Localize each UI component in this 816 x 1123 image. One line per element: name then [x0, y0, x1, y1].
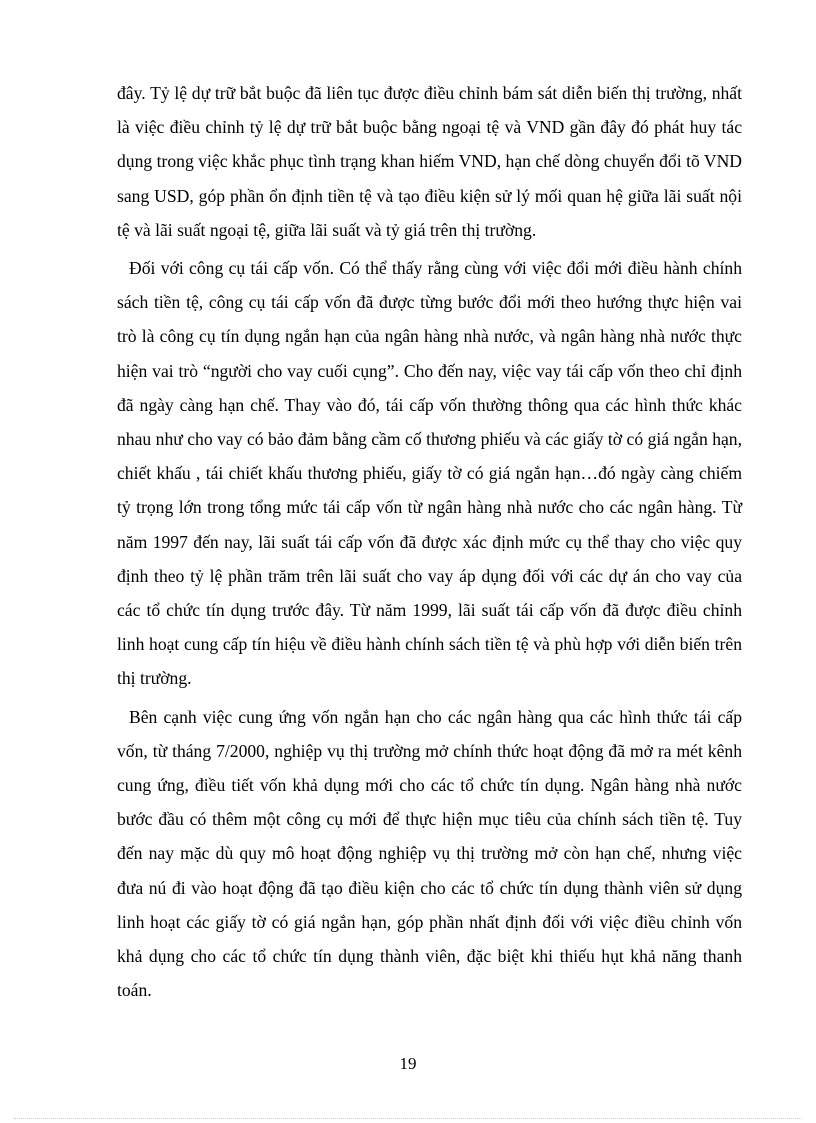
paragraph-refinancing-tool: Đối với công cụ tái cấp vốn. Có thể thấy rằng cùng với việc đổi mới điều hành chính sách tiền tệ, công cụ tái cấp vốn đã được từng bước đổi mới theo hướng thực hiện vai trò là công cụ tín dụng ngắn hạn của ngân hàng nhà nước, và ngân hàng nhà nước thực hiện vai trò “người cho vay cuối cụng”. Cho đến nay, việc vay tái cấp vốn theo chỉ định đã ngày càng hạn chế. Thay vào đó, tái cấp vốn thường thông qua các hình thức khác nhau như cho vay có bảo đảm bằng cầm cố thương phiếu và các giấy tờ có giá ngắn hạn, chiết khấu , tái chiết khấu thương phiếu, giấy tờ có giá ngắn hạn…đó ngày càng chiếm tỷ trọng lớn trong tổng mức tái cấp vốn từ ngân hàng nhà nước cho các ngân hàng. Từ năm 1997 đến nay, lãi suất tái cấp vốn đã được xác định mức cụ thể thay cho việc quy định theo tỷ lệ phần trăm trên lãi suất cho vay áp dụng đối với các dự án cho vay của các tổ chức tín dụng trước đây. Từ năm 1999, lãi suất tái cấp vốn đã được điều chỉnh linh hoạt cung cấp tín hiệu về điều hành chính sách tiền tệ và phù hợp với diễn biến trên thị trường. — [117, 258, 742, 689]
document-body — [117, 76, 742, 1011]
footer-divider — [14, 1118, 802, 1119]
page-number: 19 — [399, 1054, 417, 1073]
paragraph-open-market-operations: Bên cạnh việc cung ứng vốn ngắn hạn cho các ngân hàng qua các hình thức tái cấp vốn, từ tháng 7/2000, nghiệp vụ thị trường mở chính thức hoạt động đã mở ra mét kênh cung ứng, điều tiết vốn khả dụng mới cho các tổ chức tín dụng. Ngân hàng nhà nước bước đầu có thêm một công cụ mới để thực hiện mục tiêu của chính sách tiền tệ. Tuy đến nay mặc dù quy mô hoạt động nghiệp vụ thị trường mở còn hạn chế, nhưng việc đưa nú đi vào hoạt động đã tạo điều kiện cho các tổ chức tín dụng thành viên sử dụng linh hoạt các giấy tờ có giá ngắn hạn, góp phần nhất định đối với việc điều chỉnh vốn khả dụng cho các tổ chức tín dụng thành viên, đặc biệt khi thiếu hụt khả năng thanh toán. — [117, 706, 742, 1001]
paragraph-reserve-requirement: đây. Tỷ lệ dự trữ bắt buộc đã liên tục được điều chỉnh bám sát diễn biến thị trường, nhất là việc điều chỉnh tỷ lệ dự trữ bắt buộc bằng ngoại tệ và VND gần đây đó phát huy tác dụng trong việc khắc phục tình trạng khan hiếm VND, hạn chế dòng chuyển đổi tõ VND sang USD, góp phần ổn định tiền tệ và tạo điều kiện sử lý mối quan hệ giữa lãi suất nội tệ và lãi suất ngoại tệ, giữa lãi suất và tỷ giá trên thị trường. — [117, 83, 742, 240]
